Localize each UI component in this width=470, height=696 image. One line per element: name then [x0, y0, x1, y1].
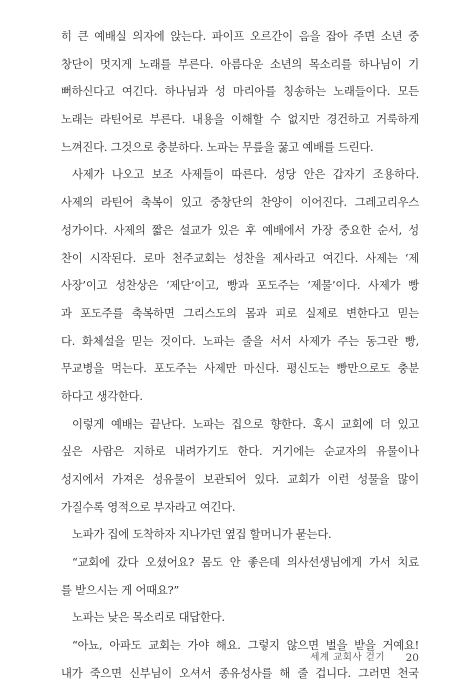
text-line: 사제의 라틴어 축복이 있고 중창단의 찬양이 이어진다. 그레고리우스 [61, 196, 419, 210]
running-title: 세계 교회사 걷기 [310, 652, 385, 663]
text-line: 느껴진다. 그것으로 충분하다. 노파는 무릎을 꿇고 예배를 드린다. [61, 140, 374, 154]
text-line: 내가 죽으면 신부님이 오셔서 종유성사를 해 줄 겁니다. 그러면 천국 [61, 666, 419, 680]
text-line: 노파는 낮은 목소리로 대답한다. [72, 611, 225, 625]
text-line: 이렇게 예배는 끝난다. 노파는 집으로 향한다. 혹시 교회에 더 있고 [72, 417, 419, 431]
text-line: 가질수록 영적으로 부자라고 여긴다. [61, 500, 236, 514]
text-line: 찬이 시작된다. 로마 천주교회는 성찬을 제사라고 여긴다. 사제는 ‘제 [61, 251, 419, 265]
text-line: 히 큰 예배실 의자에 앉는다. 파이프 오르간이 음을 잡아 주면 소년 중 [61, 30, 419, 43]
text-line: 성가이다. 사제의 짧은 설교가 있은 후 예배에서 가장 중요한 순서, 성 [61, 223, 419, 237]
text-line: 과 포도주를 축복하면 그리스도의 몸과 피로 실제로 변한다고 믿는 [61, 306, 419, 320]
text-line: 노파가 집에 도착하자 지나가던 옆집 할머니가 묻는다. [72, 528, 332, 542]
text-line: “아뇨, 아파도 교회는 가야 해요. 그렇지 않으면 벌을 받을 거예요! [72, 639, 419, 653]
text-line: 노래는 라틴어로 부른다. 내용을 이해할 수 없지만 경건하고 거룩하게 [61, 113, 419, 127]
body-text [61, 23, 419, 688]
text-line: “교회에 갔다 오셨어요? 몸도 안 좋은데 의사선생님에게 가서 치료 [72, 556, 419, 570]
text-line: 무교병을 먹는다. 포도주는 사제만 마신다. 평신도는 빵만으로도 충분 [61, 362, 419, 376]
text-line: 를 받으시는 게 어때요?” [61, 583, 180, 597]
text-line: 사제가 나오고 보조 사제들이 따른다. 성당 안은 갑자기 조용하다. [72, 168, 419, 182]
text-line: 창단이 멋지게 노래를 부른다. 아름다운 소년의 목소리를 하나님이 기 [61, 57, 419, 71]
page-footer [61, 648, 419, 668]
text-line: 싶은 사람은 지하로 내려가기도 한다. 거기에는 순교자의 유물이나 [61, 445, 419, 459]
text-line: 성지에서 가져온 성유물이 보관되어 있다. 교회가 이런 성물을 많이 [61, 473, 419, 486]
text-line: 다. 화체설을 믿는 것이다. 노파는 줄을 서서 사제가 주는 동그란 빵, [61, 334, 419, 348]
page-number: 20 [405, 652, 419, 664]
text-line: 하다고 생각한다. [61, 389, 143, 403]
text-line: 뻐하신다고 여긴다. 하나님과 성 마리아를 칭송하는 노래들이다. 모든 [61, 85, 419, 99]
text-line: 사장’이고 성찬상은 ‘제단’이고, 빵과 포도주는 ‘제물’이다. 사제가 빵 [61, 279, 419, 293]
